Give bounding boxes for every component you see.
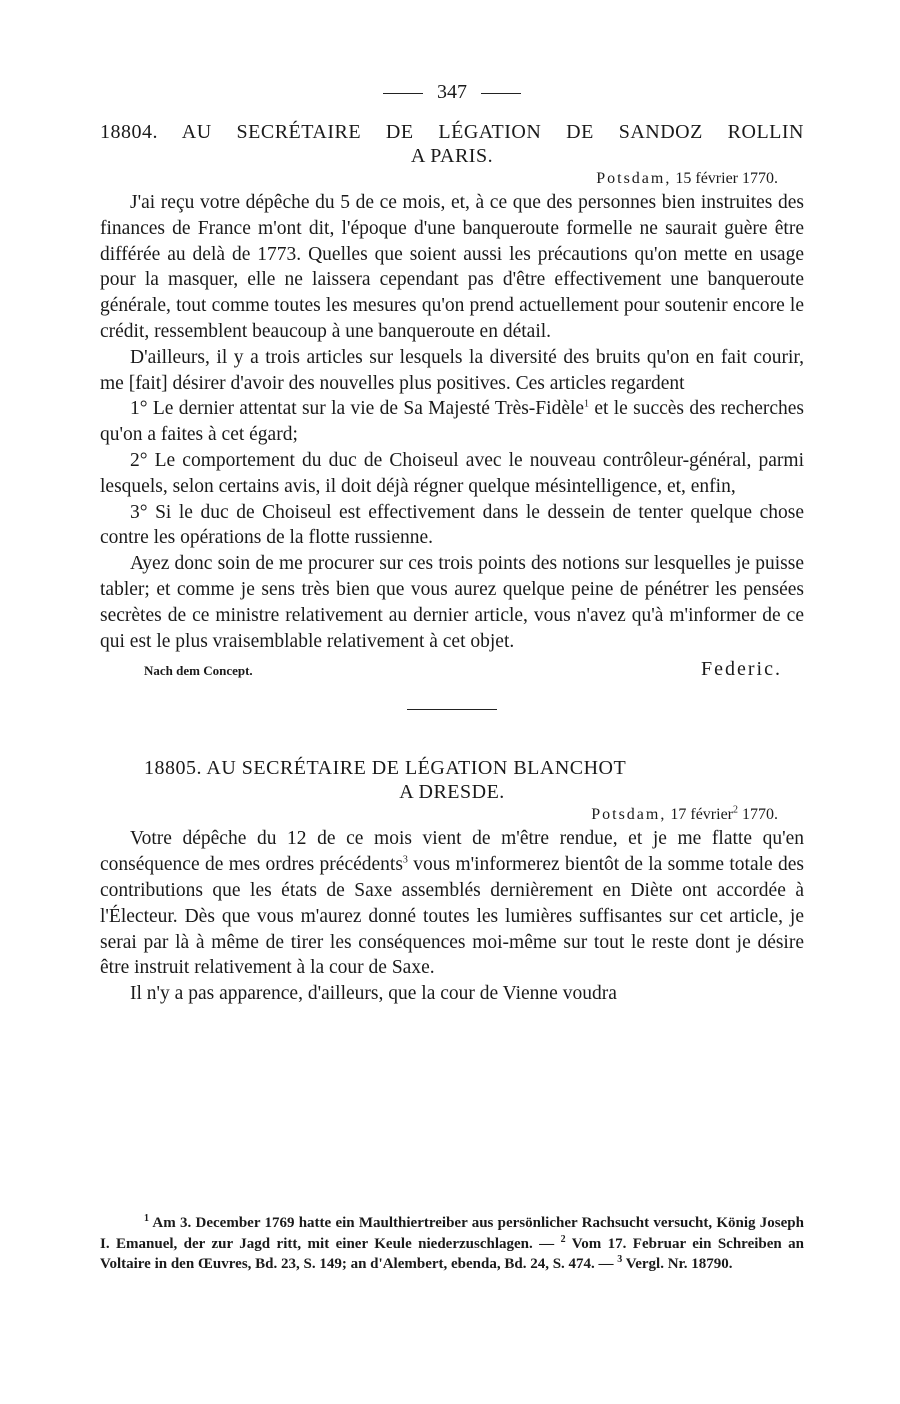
letter-closing: [100, 658, 804, 681]
dateline-place: Potsdam,: [596, 170, 672, 187]
footnotes: [100, 1213, 804, 1275]
letter-heading: 18804. AU SECRÉTAIRE DE LÉGATION DE SANDOZ ROLLIN: [100, 121, 804, 143]
footnote-text: Vergl. Nr. 18790.: [622, 1256, 733, 1272]
footnote-marker: 2: [560, 1233, 566, 1245]
letter-paragraph: J'ai reçu votre dépêche du 5 de ce mois, et, à ce que des personnes bien instruites des finances de France m'ont dit, l'époque d'une banqueroute formelle ne saurait guère être différée au delà de 1773. Quelles que soient aussi les précautions qu'on mette en usage pour la masquer, elle ne laissera cependant pas d'être effectivement une banqueroute générale, tout comme toutes les mesures qu'on prend actuellement pour soutenir encore le crédit, ressemblent beaucoup à une banqueroute en détail.: [100, 192, 804, 342]
letter-dateline: [100, 804, 804, 826]
letter-paragraph: Il n'y a pas apparence, d'ailleurs, que la cour de Vienne voudra: [130, 983, 617, 1005]
footnote-marker: 1: [584, 398, 590, 410]
footnote-marker: 3: [402, 854, 408, 866]
source-note: Nach dem Concept.: [144, 663, 253, 679]
signature: Federic.: [701, 658, 782, 681]
letter-heading-destination: A PARIS.: [410, 145, 494, 167]
letter-paragraph: 3° Si le duc de Choiseul est effectivement dans le dessein de tenter quelque chose contre les opérations de la flotte russienne.: [100, 501, 804, 549]
letter-paragraph: [100, 826, 804, 981]
dateline-place: Potsdam,: [591, 806, 667, 824]
footnote-marker: 2: [733, 805, 738, 817]
dateline-date: 15 février 1770.: [675, 170, 778, 187]
letter-18804: [100, 120, 804, 681]
footnote-text: Am 3. December 1769 hatte ein Maulthiertreiber aus persönlicher Rachsucht versucht, König Joseph I. Emanuel, der zur Jagd ritt, mit einer Keule niederzuschlagen. —: [100, 1215, 804, 1252]
paragraph-text: vous m'informerez bientôt de la somme totale des contributions que les états de Saxe assemblés dernièrement en Diète ont accordée à l'Électeur. Dès que vous m'aurez donné toutes les lumières suffisantes sur cet article, je serai par là à même de tirer les conséquences moi-même sur tout le reste dont je désire être instruit relativement à la cour de Saxe.: [100, 854, 805, 979]
footnote-marker: 3: [617, 1254, 623, 1265]
paragraph-text: Votre dépêche du 12 de ce mois vient de m'être rendue, et je me flatte qu'en conséquence de mes ordres précédents: [100, 828, 804, 876]
page-number-dash-right: [481, 93, 521, 94]
page-body: [100, 80, 804, 1007]
letter-heading-destination: A DRESDE.: [399, 781, 505, 804]
letter-18805: [100, 756, 804, 1007]
page-number-dash-left: [383, 93, 423, 94]
letter-heading: 18805. AU SECRÉTAIRE DE LÉGATION BLANCHOT: [144, 757, 627, 780]
letter-paragraph: Ayez donc soin de me procurer sur ces trois points des notions sur lesquelles je puisse tabler; et comme je sens très bien que vous aurez quelque peine de pénétrer les pensées secrètes de ce ministre relativement au dernier article, vous n'avez qu'à m'informer de ce qui est le plus vraisemblable relativement à cet objet.: [100, 553, 804, 652]
dateline-year: 1770.: [738, 806, 778, 824]
paragraph-text: et le succès des recherches qu'on a faites à cet égard;: [100, 398, 804, 446]
dateline-date: 17 février: [670, 806, 733, 824]
footnote-marker: 1: [144, 1213, 149, 1224]
paragraph-text: 1° Le dernier attentat sur la vie de Sa Majesté Très-Fidèle: [130, 398, 585, 420]
page-number: [100, 80, 804, 120]
letter-paragraph: [100, 396, 804, 448]
letter-dateline: [100, 168, 804, 190]
letter-paragraph: 2° Le comportement du duc de Choiseul avec le nouveau contrôleur-général, parmi lesquels, selon certains avis, il doit déjà régner quelque mésintelligence, et, enfin,: [100, 449, 804, 497]
page-number-text: 347: [437, 81, 467, 103]
footnote-text: Vom 17. Februar ein Schreiben an Voltaire in den Œuvres, Bd. 23, S. 149; an d'Alembert, ebenda, Bd. 24, S. 474. —: [100, 1235, 804, 1272]
section-gap: [100, 710, 804, 756]
letter-paragraph: D'ailleurs, il y a trois articles sur lesquels la diversité des bruits qu'on en fait courir, me [fait] désirer d'avoir des nouvelles plus positives. Ces articles regardent: [100, 346, 804, 394]
